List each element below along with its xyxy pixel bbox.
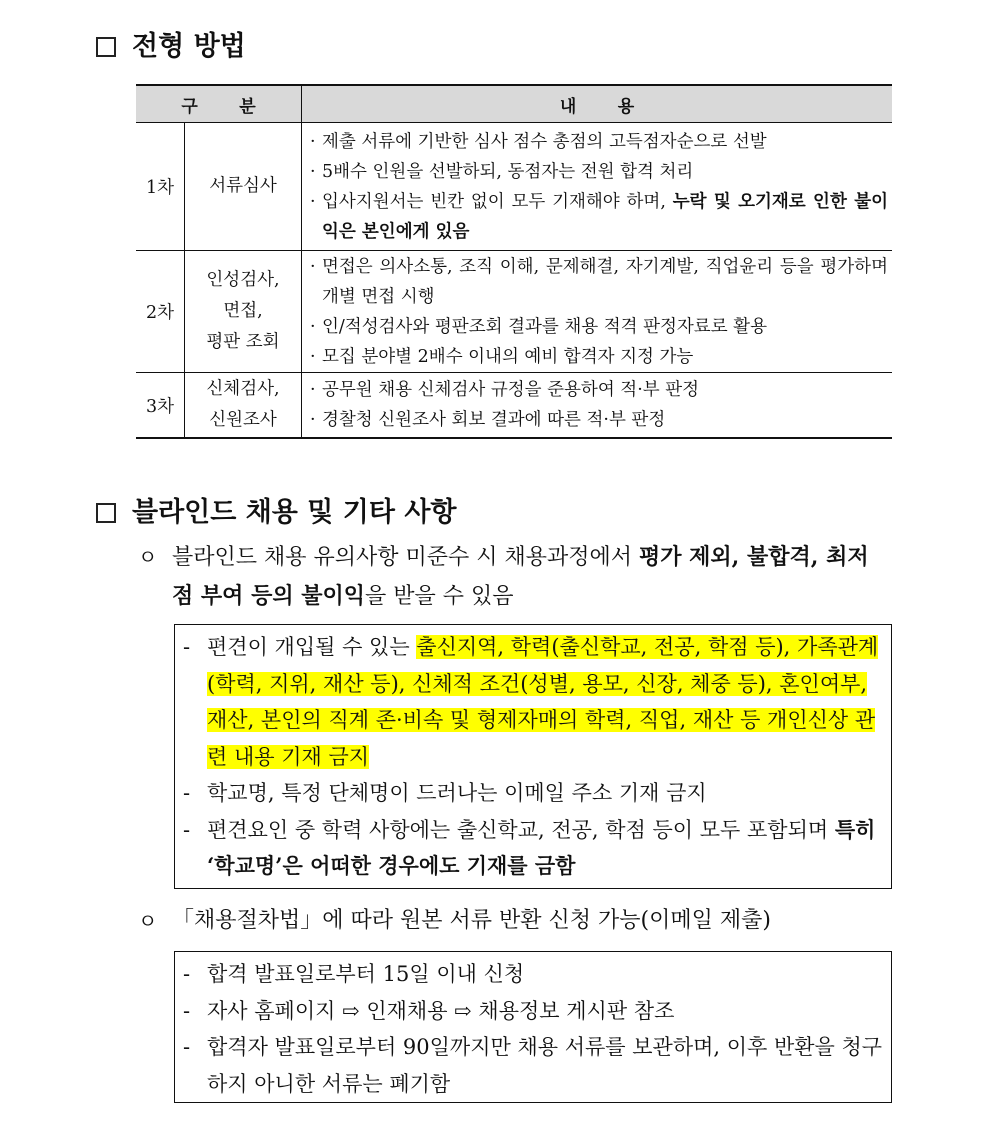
middle-dot-icon: ·: [310, 380, 316, 400]
category-cell: [185, 251, 302, 373]
section-title: 블라인드 채용 및 기타 사항: [132, 497, 457, 528]
emphasis-text: 특히 ‘학교명’은 어떠한 경우에도 기재를 금함: [207, 816, 876, 878]
category-cell: [185, 373, 302, 439]
middle-dot-icon: ·: [310, 256, 316, 277]
middle-dot-icon: ·: [310, 131, 316, 152]
text-segment: 면접은 의사소통, 조직 이해, 문제해결, 자기계발, 직업윤리 등을 평가하며 개별 면접 시행: [322, 256, 888, 307]
dash-bullet-icon: -: [183, 781, 191, 805]
circle-bullet-icon: ㅇ: [138, 545, 158, 569]
list-item-text: [207, 956, 885, 993]
text-segment: 편견요인 중 학력 사항에는 출신학교, 전공, 학점 등이 모두 포함되며: [207, 817, 835, 842]
middle-dot-icon: ·: [310, 161, 316, 182]
list-item-text: [322, 127, 888, 157]
dash-bullet-icon: -: [183, 635, 191, 659]
return-rules-box: [174, 951, 892, 1103]
text-segment: 제출 서류에 기반한 심사 점수 총점의 고득점자순으로 선발: [322, 131, 767, 152]
text-segment: 인/적성검사와 평판조회 결과를 채용 적격 판정자료로 활용: [322, 316, 767, 337]
category-line: 면접,: [223, 301, 263, 321]
middle-dot-icon: ·: [310, 410, 316, 430]
middle-dot-icon: ·: [310, 191, 316, 212]
category-line: 인성검사,: [206, 270, 280, 290]
list-item: [310, 405, 888, 435]
table-header-row: [136, 85, 892, 123]
category-line: 신체검사,: [206, 379, 280, 399]
text-segment: 편견이 개입될 수 있는: [207, 635, 417, 659]
dash-bullet-icon: -: [183, 962, 191, 986]
list-item-text: [207, 775, 885, 812]
highlighted-text: 출신지역, 학력(출신학교, 전공, 학점 등), 가족관계(학력, 지위, 재산 등), 신체적 조건(성별, 용모, 신장, 체중 등), 혼인여부, 재산, 본인의 직계 존·비속 및 형제자매의 학력, 직업, 재산 등 개인신상 관련 내용 기재 금지: [207, 635, 879, 769]
table-row: [136, 373, 892, 439]
list-item-text: [322, 375, 888, 405]
list-item: [183, 775, 885, 812]
paragraph-text: [172, 902, 771, 940]
list-item: [183, 629, 885, 775]
middle-dot-icon: ·: [310, 346, 316, 367]
list-item: [310, 312, 888, 342]
content-cell: [302, 373, 893, 439]
category-cell: [185, 123, 302, 251]
section-heading-selection: [96, 30, 246, 64]
checkbox-square-icon: [96, 503, 116, 523]
blind-notice-paragraph: [138, 538, 878, 616]
table-row: [136, 123, 892, 251]
list-item: [183, 956, 885, 993]
section-title: 전형 방법: [132, 31, 246, 62]
category-line: 신원조사: [209, 410, 277, 430]
text-segment: 입사지원서는 빈칸 없이 모두 기재해야 하며,: [322, 191, 673, 212]
list-item: [310, 157, 888, 187]
list-item-text: [322, 405, 888, 435]
list-item-text: [207, 629, 885, 775]
section-heading-blind: [96, 496, 457, 530]
dash-bullet-icon: -: [183, 1035, 191, 1059]
paragraph-text: [172, 538, 878, 616]
list-item: [183, 993, 885, 1030]
checkbox-square-icon: [96, 37, 116, 57]
list-item: [310, 375, 888, 405]
list-item: [310, 342, 888, 372]
stage-cell: 3차: [136, 373, 185, 439]
dash-bullet-icon: -: [183, 998, 191, 1023]
content-cell: [302, 123, 893, 251]
list-item: [310, 127, 888, 157]
dash-bullet-icon: -: [183, 817, 191, 842]
list-item-text: [322, 312, 888, 342]
content-cell: [302, 251, 893, 373]
category-line: 평판 조회: [206, 332, 280, 352]
list-item-text: [322, 187, 888, 247]
text-segment: 공무원 채용 신체검사 규정을 준용하여 적·부 판정: [322, 380, 700, 400]
list-item-text: [207, 993, 885, 1030]
stage-cell: 1차: [136, 123, 185, 251]
list-item: [310, 187, 888, 247]
text-segment: 경찰청 신원조사 회보 결과에 따른 적·부 판정: [322, 410, 666, 430]
text-segment: 합격 발표일로부터 15일 이내 신청: [207, 962, 525, 986]
text-segment: 합격자 발표일로부터 90일까지만 채용 서류를 보관하며, 이후 반환을 청구하지 아니한 서류는 폐기함: [207, 1035, 883, 1096]
selection-process-table: [136, 84, 892, 439]
list-item-text: [207, 812, 885, 885]
list-item: [310, 252, 888, 312]
list-item-text: [207, 1029, 885, 1102]
text-segment: 블라인드 채용 유의사항 미준수 시 채용과정에서: [172, 545, 640, 570]
list-item: [183, 1029, 885, 1102]
blind-rules-box: [174, 624, 892, 889]
header-category: 구 분: [136, 85, 302, 123]
text-segment: 모집 분야별 2배수 이내의 예비 합격자 지정 가능: [322, 346, 694, 367]
list-item: [183, 812, 885, 885]
emphasis-text: 평가 제외, 불합격, 최저점 부여 등의 불이익: [172, 544, 869, 609]
list-item-text: [322, 252, 888, 312]
list-item-text: [322, 157, 888, 187]
list-item-text: [322, 342, 888, 372]
middle-dot-icon: ·: [310, 316, 316, 337]
circle-bullet-icon: ㅇ: [138, 909, 158, 933]
emphasis-text: 누락 및 오기재로 인한 불이익은 본인에게 있음: [322, 191, 889, 242]
table-row: [136, 251, 892, 373]
text-segment: 5배수 인원을 선발하되, 동점자는 전원 합격 처리: [322, 161, 694, 182]
text-segment: 학교명, 특정 단체명이 드러나는 이메일 주소 기재 금지: [207, 781, 707, 805]
stage-cell: 2차: [136, 251, 185, 373]
text-segment: 「채용절차법」에 따라 원본 서류 반환 신청 가능(이메일 제출): [172, 908, 771, 933]
text-segment: 자사 홈페이지 ⇨ 인재채용 ⇨ 채용정보 게시판 참조: [207, 998, 675, 1023]
text-segment: 을 받을 수 있음: [365, 584, 514, 609]
header-content: 내 용: [302, 85, 893, 123]
category-line: 서류심사: [209, 176, 277, 196]
return-notice-paragraph: [138, 902, 878, 940]
